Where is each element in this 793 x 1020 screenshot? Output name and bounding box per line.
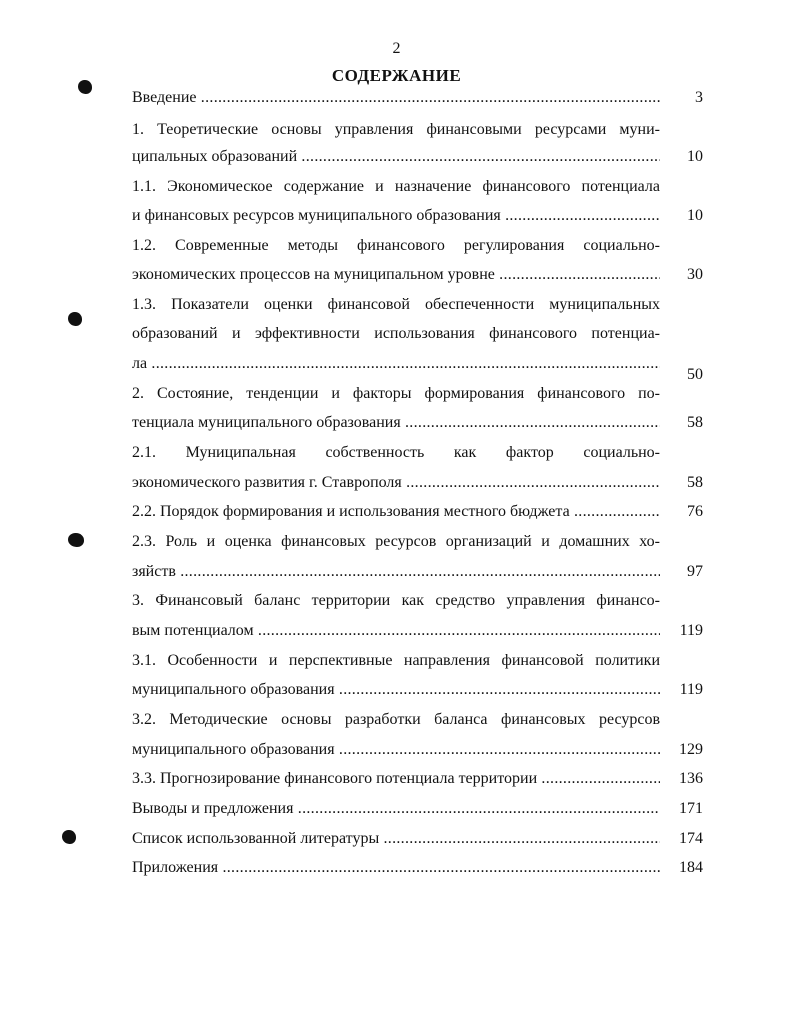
toc-line: 2.1. Муниципальная собственность как фактор социально- (132, 444, 660, 461)
toc-line: муниципального образования ..... (132, 740, 660, 760)
toc-line: 3. Финансовый баланс территории как средство управления финансо- (132, 592, 660, 609)
binding-hole-mark (78, 80, 92, 94)
binding-hole-mark (68, 533, 84, 547)
toc-line: тенциала муниципального образования ..... (132, 413, 660, 433)
toc-line: 1.3. Показатели оценки финансовой обеспеченности муниципальных (132, 296, 660, 313)
binding-hole-mark (68, 312, 82, 326)
toc-page-number: 50 (687, 366, 703, 383)
toc-line: Приложения ..... (132, 858, 660, 878)
toc-page-number: 119 (679, 622, 703, 639)
toc-line: Введение ..... (132, 88, 660, 108)
toc-line: ла ..... (132, 354, 660, 374)
toc-line: 3.3. Прогнозирование финансового потенциала территории ..... (132, 769, 660, 789)
toc-line: 1.1. Экономическое содержание и назначение финансового потенциала (132, 178, 660, 195)
toc-page-number: 136 (679, 770, 703, 787)
toc-line: зяйств ..... (132, 562, 660, 582)
toc-line: 1.2. Современные методы финансового регулирования социально- (132, 237, 660, 254)
toc-page-number: 129 (679, 741, 703, 758)
toc-line: Выводы и предложения ..... (132, 799, 660, 819)
toc-line: 2.2. Порядок формирования и использования местного бюджета ..... (132, 502, 660, 522)
toc-line: образований и эффективности использования финансового потенциа- (132, 325, 660, 342)
toc-line: и финансовых ресурсов муниципального образования ..... (132, 206, 660, 226)
toc-page-number: 171 (679, 800, 703, 817)
toc-page-number: 58 (687, 474, 703, 491)
toc-line: экономического развития г. Ставрополя ..... (132, 473, 660, 493)
toc-page-number: 3 (695, 89, 703, 106)
toc-line: 1. Теоретические основы управления финансовыми ресурсами муни- (132, 121, 660, 138)
page-number: 2 (392, 40, 401, 57)
toc-line: муниципального образования ..... (132, 680, 660, 700)
toc-page-number: 10 (687, 207, 703, 224)
toc-line: вым потенциалом ..... (132, 621, 660, 641)
toc-line: 2. Состояние, тенденции и факторы формирования финансового по- (132, 385, 660, 402)
toc-page-number: 10 (687, 148, 703, 165)
page-title: СОДЕРЖАНИЕ (331, 66, 462, 85)
toc-page-number: 76 (687, 503, 703, 520)
toc-line: ципальных образований ..... (132, 147, 660, 167)
toc-page-number: 58 (687, 414, 703, 431)
toc-line: 3.1. Особенности и перспективные направления финансовой политики (132, 652, 660, 669)
toc-page-number: 184 (679, 859, 703, 876)
toc-page-number: 174 (679, 830, 703, 847)
toc-page-number: 119 (679, 681, 703, 698)
toc-line: Список использованной литературы ..... (132, 829, 660, 849)
toc-page-number: 97 (687, 563, 703, 580)
binding-hole-mark (62, 830, 76, 844)
toc-line: 3.2. Методические основы разработки баланса финансовых ресурсов (132, 711, 660, 728)
toc-page-number: 30 (687, 266, 703, 283)
toc-line: 2.3. Роль и оценка финансовых ресурсов организаций и домашних хо- (132, 533, 660, 550)
toc-line: экономических процессов на муниципальном уровне ..... (132, 265, 660, 285)
